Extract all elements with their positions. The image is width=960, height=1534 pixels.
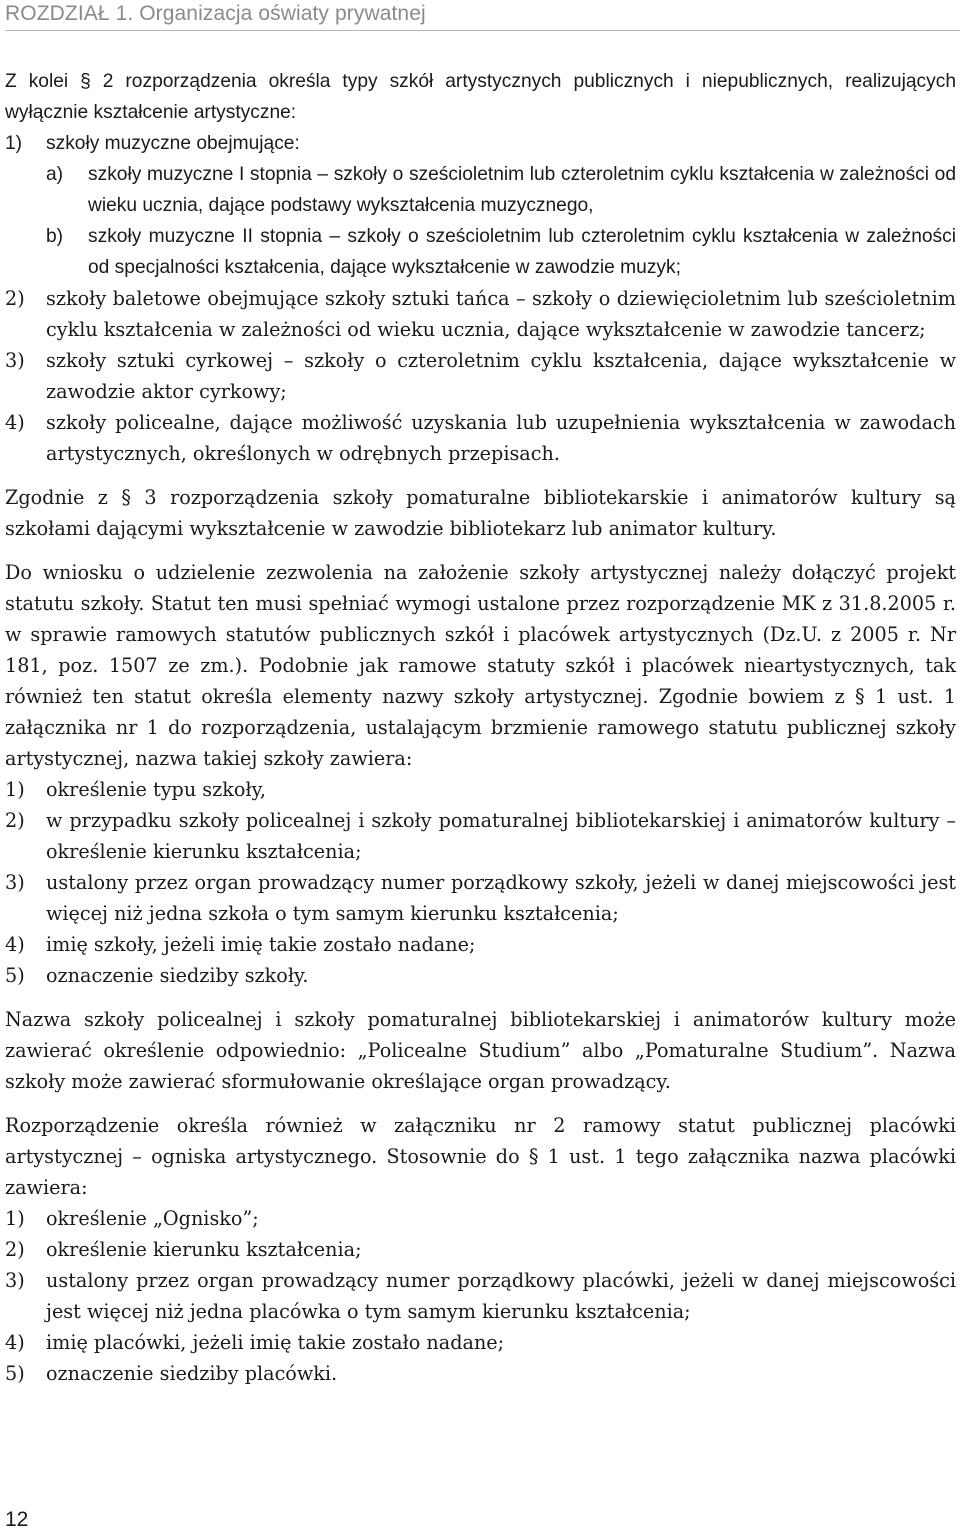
sublist-item-letter: a) [46, 164, 64, 185]
list-item-text: określenie kierunku kształcenia; [46, 1238, 362, 1261]
section-statute-name [5, 557, 956, 991]
list-item [5, 929, 956, 960]
list-item [5, 1203, 956, 1234]
list-item [5, 805, 956, 867]
list-item-text: imię placówki, jeżeli imię takie zostało nadane; [46, 1331, 505, 1354]
list-item-number: 4) [5, 933, 25, 956]
page-number: 12 [5, 1508, 29, 1531]
list-item [5, 1358, 956, 1389]
list-item [5, 1234, 956, 1265]
list-item-number: 3) [5, 349, 25, 372]
list-item-text: szkoły policealne, dające możliwość uzyskania lub uzupełnienia wykształcenia w zawodach artystycznych, określonych w odrębnych przepisach. [46, 411, 956, 465]
list-item-number: 1) [5, 1207, 25, 1230]
chapter-header: ROZDZIAŁ 1. Organizacja oświaty prywatnej [5, 2, 426, 25]
list-item-text: szkoły baletowe obejmujące szkoły sztuki tańca – szkoły o dziewięcioletnim lub sześcioletnim cyklu kształcenia w zależności od wieku ucznia, dające wykształcenie w zawodzie tancerz; [46, 287, 956, 341]
list-item [5, 1265, 956, 1327]
list-item-text: oznaczenie siedziby szkoły. [46, 964, 309, 987]
placowka-name-elements-list [5, 1203, 956, 1389]
list-item-number: 2) [5, 287, 25, 310]
list-item-number: 4) [5, 411, 25, 434]
paragraph-intro: Z kolei § 2 rozporządzenia określa typy szkół artystycznych publicznych i niepublicznych, realizujących wyłącznie kształcenie artystyczne: [5, 71, 956, 123]
list-item-number: 1) [5, 778, 25, 801]
list-item-number: 5) [5, 964, 25, 987]
list-item-number: 2) [5, 1238, 25, 1261]
list-item [5, 774, 956, 805]
list-item-text: oznaczenie siedziby placówki. [46, 1362, 338, 1385]
list-item-number: 1) [5, 133, 23, 154]
sublist-item-text: szkoły muzyczne II stopnia – szkoły o sześcioletnim lub czteroletnim cyklu kształcenia w zależności od specjalności kształcenia, dające wykształcenie w zawodzie muzyk; [88, 226, 956, 278]
list-item-number: 2) [5, 809, 25, 832]
list-item-text: w przypadku szkoły policealnej i szkoły pomaturalnej bibliotekarskiej i animatorów kultury – określenie kierunku kształcenia; [46, 809, 956, 863]
list-item-number: 3) [5, 871, 25, 894]
list-item-number: 5) [5, 1362, 25, 1385]
list-item-text: określenie „Ognisko”; [46, 1207, 259, 1230]
school-name-elements-list [5, 774, 956, 991]
paragraph-post-secondary: Zgodnie z § 3 rozporządzenia szkoły pomaturalne bibliotekarskie i animatorów kultury są szkołami dającymi wykształcenie w zawodzie bibliotekarz lub animator kultury. [5, 486, 956, 540]
list-item [5, 128, 956, 159]
list-item-text: imię szkoły, jeżeli imię takie zostało nadane; [46, 933, 476, 956]
paragraph-studium-name: Nazwa szkoły policealnej i szkoły pomaturalnej bibliotekarskiej i animatorów kultury może zawierać określenie odpowiednio: „Policealne Studium” albo „Pomaturalne Studium”. Nazwa szkoły może zawierać sformułowanie określające organ prowadzący. [5, 1008, 956, 1093]
paragraph-intro: Rozporządzenie określa również w załączniku nr 2 ramowy statut publicznej placówki artystycznej – ogniska artystycznego. Stosownie do § 1 ust. 1 tego załącznika nazwa placówki zawiera: [5, 1114, 956, 1199]
sublist-item [46, 159, 956, 221]
section-school-types [5, 66, 956, 469]
list-item-text: szkoły sztuki cyrkowej – szkoły o czteroletnim cyklu kształcenia, dające wykształcenie w zawodzie aktor cyrkowy; [46, 349, 956, 403]
list-item [5, 1327, 956, 1358]
school-types-list-continued [5, 283, 956, 469]
school-types-list [5, 128, 956, 159]
list-item [5, 867, 956, 929]
document-body [5, 66, 956, 1389]
list-item-number: 4) [5, 1331, 25, 1354]
header-divider [5, 30, 960, 31]
list-item [5, 283, 956, 345]
sublist-item-letter: b) [46, 226, 64, 247]
section-placowka-name [5, 1110, 956, 1389]
music-schools-sublist [5, 159, 956, 283]
list-item-number: 3) [5, 1269, 25, 1292]
paragraph-intro: Do wniosku o udzielenie zezwolenia na założenie szkoły artystycznej należy dołączyć projekt statutu szkoły. Statut ten musi spełniać wymogi ustalone przez rozporządzenie MK z 31.8.2005 r. w sprawie ramowych statutów publicznych szkół i placówek artystycznych (Dz.U. z 2005 r. Nr 181, poz. 1507 ze zm.). Podobnie jak ramowe statuty szkół i placówek nieartystycznych, tak również ten statut określa elementy nazwy szkoły artystycznej. Zgodnie bowiem z § 1 ust. 1 załącznika nr 1 do rozporządzenia, ustalającym brzmienie ramowego statutu publicznej szkoły artystycznej, nazwa takiej szkoły zawiera: [5, 561, 956, 770]
list-item-text: określenie typu szkoły, [46, 778, 267, 801]
list-item [5, 407, 956, 469]
sublist-item-text: szkoły muzyczne I stopnia – szkoły o sześcioletnim lub czteroletnim cyklu kształcenia w zależności od wieku ucznia, dające podstawy wykształcenia muzycznego, [88, 164, 956, 216]
sublist-item [46, 221, 956, 283]
list-item-text: ustalony przez organ prowadzący numer porządkowy szkoły, jeżeli w danej miejscowości jest więcej niż jedna szkoła o tym samym kierunku kształcenia; [46, 871, 956, 925]
list-item-text: ustalony przez organ prowadzący numer porządkowy placówki, jeżeli w danej miejscowości jest więcej niż jedna placówka o tym samym kierunku kształcenia; [46, 1269, 956, 1323]
list-item [5, 345, 956, 407]
list-item [5, 960, 956, 991]
list-item-text: szkoły muzyczne obejmujące: [46, 133, 300, 154]
